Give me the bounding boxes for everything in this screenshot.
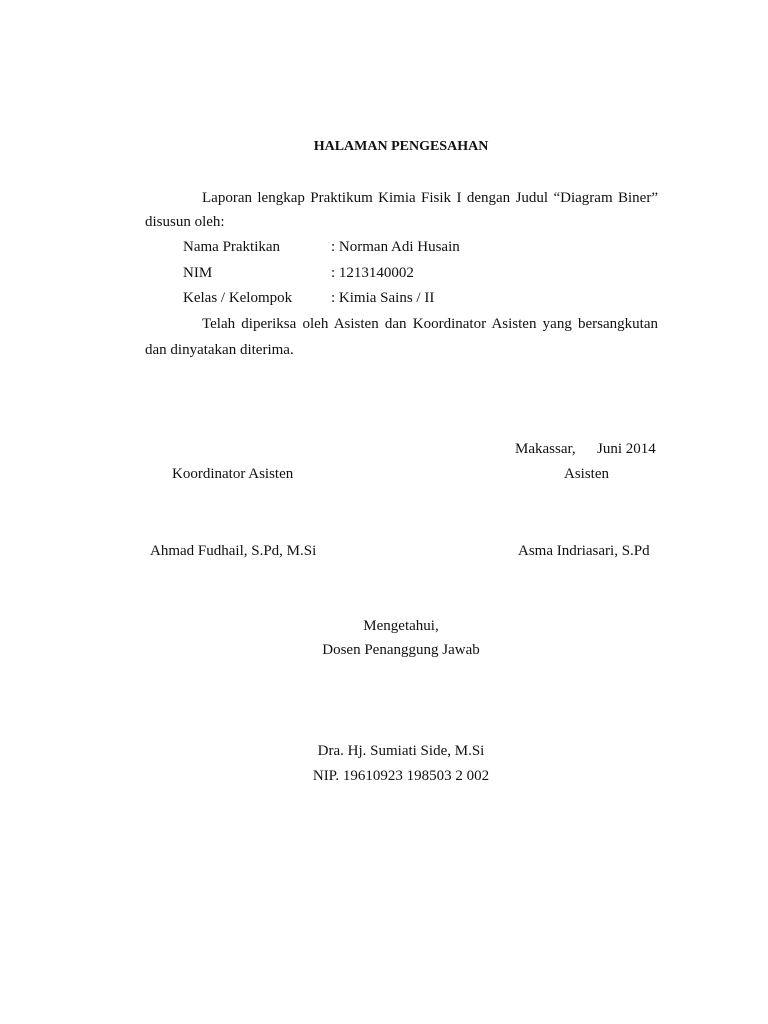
review-line-1: Telah diperiksa oleh Asisten dan Koordinator Asisten yang bersangkutan	[202, 316, 658, 332]
field-value-class: : Kimia Sains / II	[331, 290, 435, 306]
coordinator-name: Ahmad Fudhail, S.Pd, M.Si	[150, 543, 317, 559]
lecturer-role: Dosen Penanggung Jawab	[322, 642, 480, 658]
field-label-nim: NIM	[183, 265, 213, 281]
page-title: HALAMAN PENGESAHAN	[313, 139, 489, 154]
intro-line-2: disusun oleh:	[145, 214, 225, 230]
intro-line-1: Laporan lengkap Praktikum Kimia Fisik I dengan Judul “Diagram Biner”	[202, 190, 658, 206]
field-value-nim: : 1213140002	[331, 265, 414, 281]
place-label: Makassar,	[515, 441, 576, 457]
lecturer-nip: NIP. 19610923 198503 2 002	[312, 768, 490, 784]
assistant-name: Asma Indriasari, S.Pd	[518, 543, 650, 559]
field-value-name: : Norman Adi Husain	[331, 239, 460, 255]
date-label: Juni 2014	[597, 441, 656, 457]
field-label-name: Nama Praktikan	[183, 239, 281, 255]
lecturer-name: Dra. Hj. Sumiati Side, M.Si	[317, 743, 485, 759]
field-label-class: Kelas / Kelompok	[183, 290, 293, 306]
review-line-2: dan dinyatakan diterima.	[145, 342, 294, 358]
coordinator-role: Koordinator Asisten	[172, 466, 294, 482]
assistant-role: Asisten	[564, 466, 609, 482]
acknowledged-label: Mengetahui,	[363, 618, 439, 634]
